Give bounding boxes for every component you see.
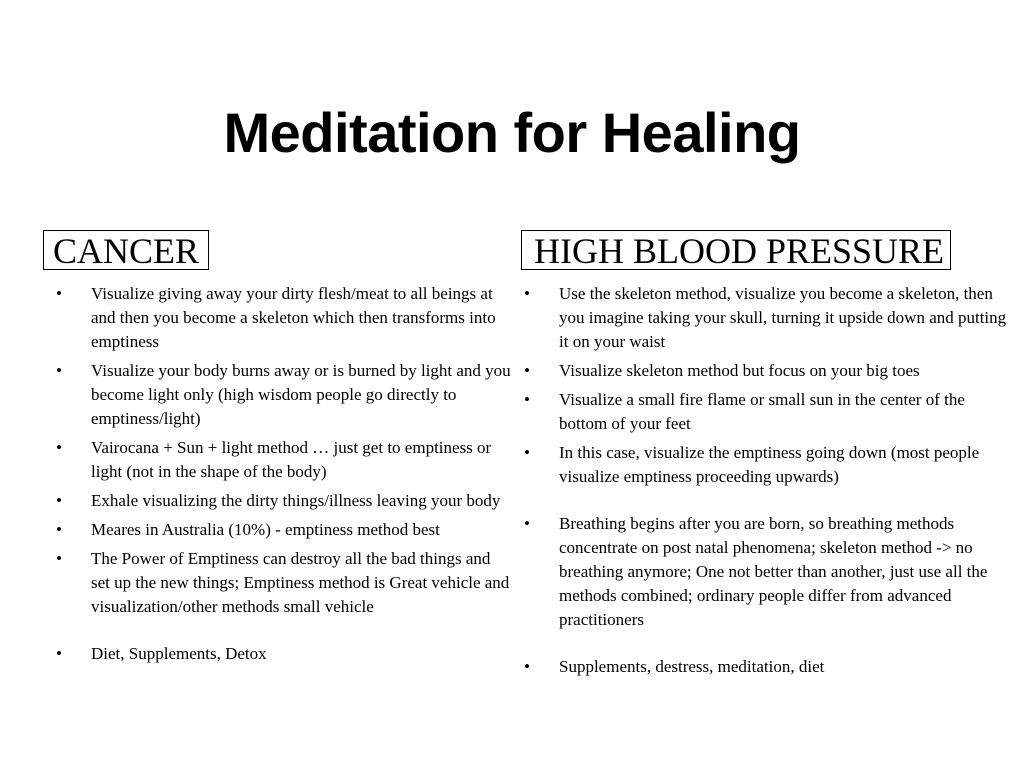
bullet-icon: •: [524, 390, 530, 409]
list-item: [524, 282, 1008, 354]
list-item-text: Visualize your body burns away or is burned by light and you become light only (high wisdom people go directly to emptiness/light): [91, 361, 511, 428]
list-item-text: Meares in Australia (10%) - emptiness method best: [91, 520, 440, 539]
list-item-text: The Power of Emptiness can destroy all the bad things and set up the new things; Emptiness method is Great vehicle and visualization/other methods small vehicle: [91, 549, 510, 616]
list-item-text: Breathing begins after you are born, so breathing methods concentrate on post natal phenomena; skeleton method -> no breathing anymore; One not better than another, just use all the methods combined; ordinary people differ from advanced practitioners: [559, 514, 988, 629]
list-item: [524, 388, 1008, 436]
list-item: [56, 547, 512, 619]
list-item: [524, 655, 1008, 679]
bullet-icon: •: [56, 549, 62, 568]
list-item: [524, 359, 1008, 383]
cancer-heading: CANCER: [43, 230, 209, 270]
high-blood-pressure-bullet-list: [524, 282, 1008, 684]
list-item: [56, 282, 512, 354]
bullet-icon: •: [56, 284, 62, 303]
bullet-icon: •: [524, 443, 530, 462]
list-item: [524, 441, 1008, 489]
list-item: [56, 642, 512, 666]
cancer-bullet-list: [56, 282, 512, 671]
list-item-text: Use the skeleton method, visualize you become a skeleton, then you imagine taking your skull, turning it upside down and putting it on your waist: [559, 284, 1007, 351]
slide-title: Meditation for Healing: [223, 101, 801, 164]
bullet-icon: •: [56, 438, 62, 457]
list-item: [56, 436, 512, 484]
list-item-text: In this case, visualize the emptiness going down (most people visualize emptiness proceeding upwards): [559, 443, 980, 486]
bullet-icon: •: [56, 361, 62, 380]
list-item-text: Exhale visualizing the dirty things/illness leaving your body: [91, 491, 501, 510]
list-item-text: Diet, Supplements, Detox: [91, 644, 267, 663]
list-item: [524, 512, 1008, 632]
list-item: [56, 518, 512, 542]
list-item-text: Visualize skeleton method but focus on your big toes: [559, 361, 920, 380]
list-item: [56, 359, 512, 431]
bullet-icon: •: [524, 361, 530, 380]
list-item-text: Vairocana + Sun + light method … just get to emptiness or light (not in the shape of the body): [91, 438, 492, 481]
bullet-icon: •: [524, 514, 530, 533]
bullet-icon: •: [56, 491, 62, 510]
bullet-icon: •: [524, 284, 530, 303]
bullet-icon: •: [56, 520, 62, 539]
bullet-icon: •: [524, 657, 530, 676]
high-blood-pressure-heading: HIGH BLOOD PRESSURE: [521, 230, 951, 270]
list-item-text: Visualize giving away your dirty flesh/meat to all beings at and then you become a skeleton which then transforms into emptiness: [91, 284, 496, 351]
list-item-text: Supplements, destress, meditation, diet: [559, 657, 825, 676]
list-item: [56, 489, 512, 513]
bullet-icon: •: [56, 644, 62, 663]
list-item-text: Visualize a small fire flame or small sun in the center of the bottom of your feet: [559, 390, 965, 433]
